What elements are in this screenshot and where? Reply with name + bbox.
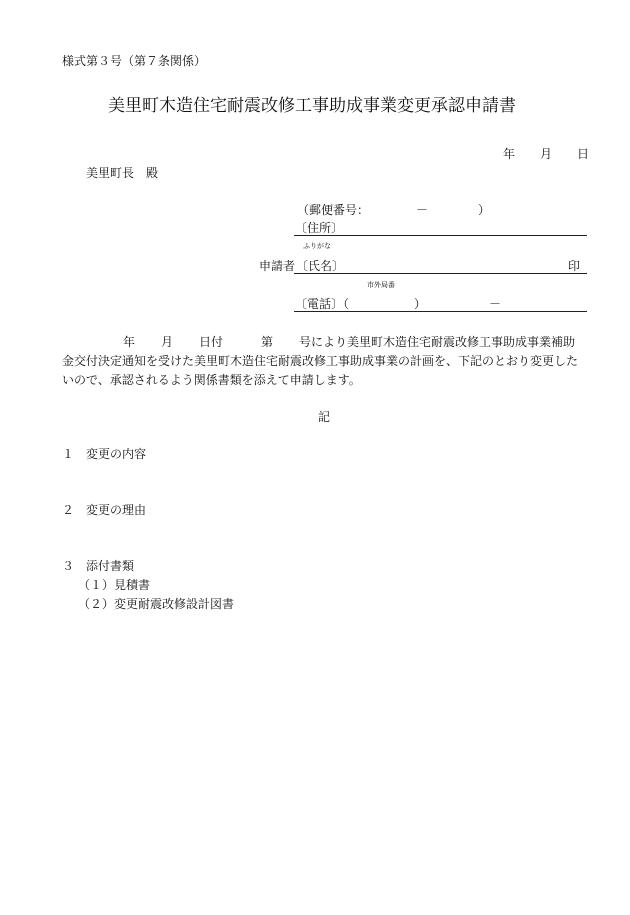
date-month-label: 月 (540, 147, 553, 161)
address-line (294, 235, 587, 236)
item-3-number: ３ (62, 559, 75, 573)
item-1-label: 変更の内容 (86, 447, 147, 461)
furigana-label: ふりがな (303, 242, 331, 250)
postal-code-close: ） (478, 203, 491, 217)
applicant-label: 申請者 (259, 259, 296, 273)
body-line-2: 金交付決定通知を受けた美里町木造住宅耐震改修工事助成事業の計画を、下記のとおり変更した (62, 354, 579, 368)
item-2-number: ２ (62, 503, 75, 517)
address-label: 〔住所〕 (295, 221, 344, 235)
item-1-number: １ (62, 447, 75, 461)
body-number-prefix: 第 (261, 335, 274, 349)
postal-code-dash: － (416, 203, 429, 217)
body-day: 日付 (199, 335, 224, 349)
date-day-label: 日 (577, 147, 590, 161)
phone-line (294, 311, 587, 312)
addressee: 美里町長 殿 (86, 166, 159, 180)
ki-heading: 記 (318, 410, 331, 424)
body-month: 月 (161, 335, 174, 349)
attachment-1: （１）見積書 (78, 578, 151, 592)
phone-label: 〔電話〕（ (295, 297, 350, 311)
date-year-label: 年 (503, 147, 516, 161)
body-line-1: 号により美里町木造住宅耐震改修工事助成事業補助 (299, 335, 576, 349)
phone-dash: － (489, 297, 502, 311)
form-number: 様式第３号（第７条関係） (62, 54, 207, 68)
phone-close: ） (414, 297, 427, 311)
seal-mark: 印 (568, 259, 581, 273)
area-code-label: 市外局番 (367, 281, 395, 289)
name-label: 〔氏名〕 (296, 259, 345, 273)
postal-code-label: （郵便番号： (297, 203, 370, 217)
item-3-label: 添付書類 (86, 559, 135, 573)
body-year: 年 (123, 335, 136, 349)
attachment-2: （２）変更耐震改修設計図書 (78, 597, 235, 611)
item-2-label: 変更の理由 (86, 503, 147, 517)
name-line (294, 273, 587, 274)
body-line-3: いので、承認されるよう関係書類を添えて申請します。 (62, 373, 361, 387)
document-title: 美里町木造住宅耐震改修工事助成事業変更承認申請書 (108, 96, 516, 116)
